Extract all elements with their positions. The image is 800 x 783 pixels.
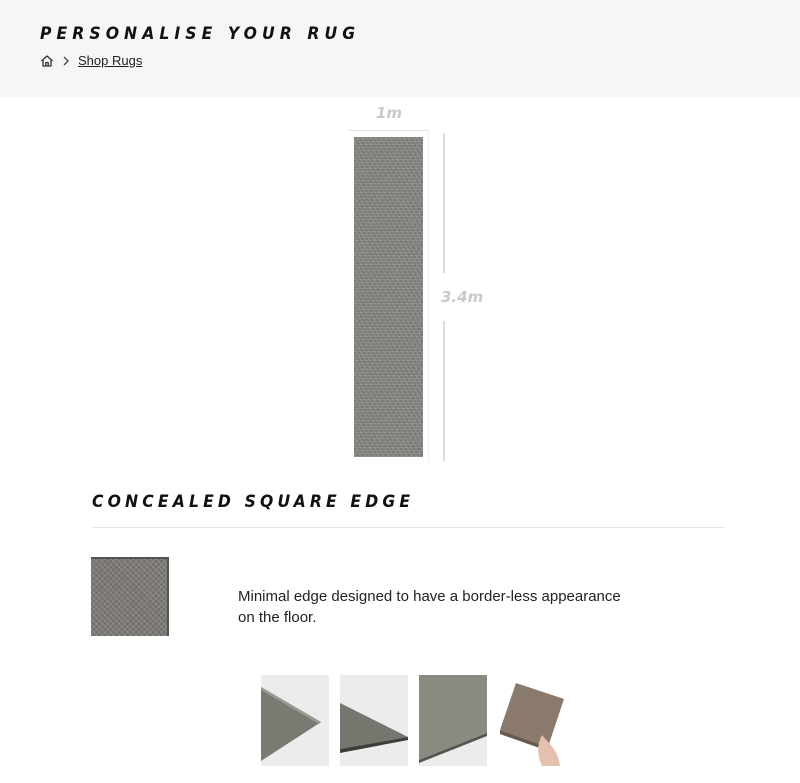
- rug-texture-preview: [354, 137, 423, 457]
- breadcrumb: [40, 53, 142, 68]
- rug-length-label: 3.4m: [441, 288, 484, 306]
- thumbnail-rug-sample-in-hand[interactable]: [498, 675, 566, 766]
- edge-description: Minimal edge designed to have a border-less appearance on the floor.: [238, 588, 621, 626]
- section-divider: [92, 527, 725, 528]
- thumbnail-rug-corner-2[interactable]: [340, 675, 408, 766]
- rug-width-label: 1m: [375, 104, 403, 122]
- width-dimension-line: [349, 130, 429, 131]
- thumbnail-rug-corner-1[interactable]: [261, 675, 329, 766]
- edge-swatch-image: [91, 557, 169, 636]
- edge-section-title: CONCEALED SQUARE EDGE: [92, 492, 415, 512]
- length-dimension-line-bottom: [443, 321, 445, 461]
- width-dimension-tick: [428, 130, 429, 462]
- thumbnail-gallery: [261, 675, 566, 766]
- thumbnail-rug-corner-3[interactable]: [419, 675, 487, 766]
- breadcrumb-link-shop-rugs[interactable]: Shop Rugs: [78, 53, 143, 68]
- chevron-right-icon: [62, 55, 70, 67]
- length-dimension-line-top: [443, 133, 445, 273]
- home-icon[interactable]: [40, 54, 54, 68]
- page-header: [0, 0, 800, 97]
- page-title: PERSONALISE YOUR RUG: [40, 24, 361, 44]
